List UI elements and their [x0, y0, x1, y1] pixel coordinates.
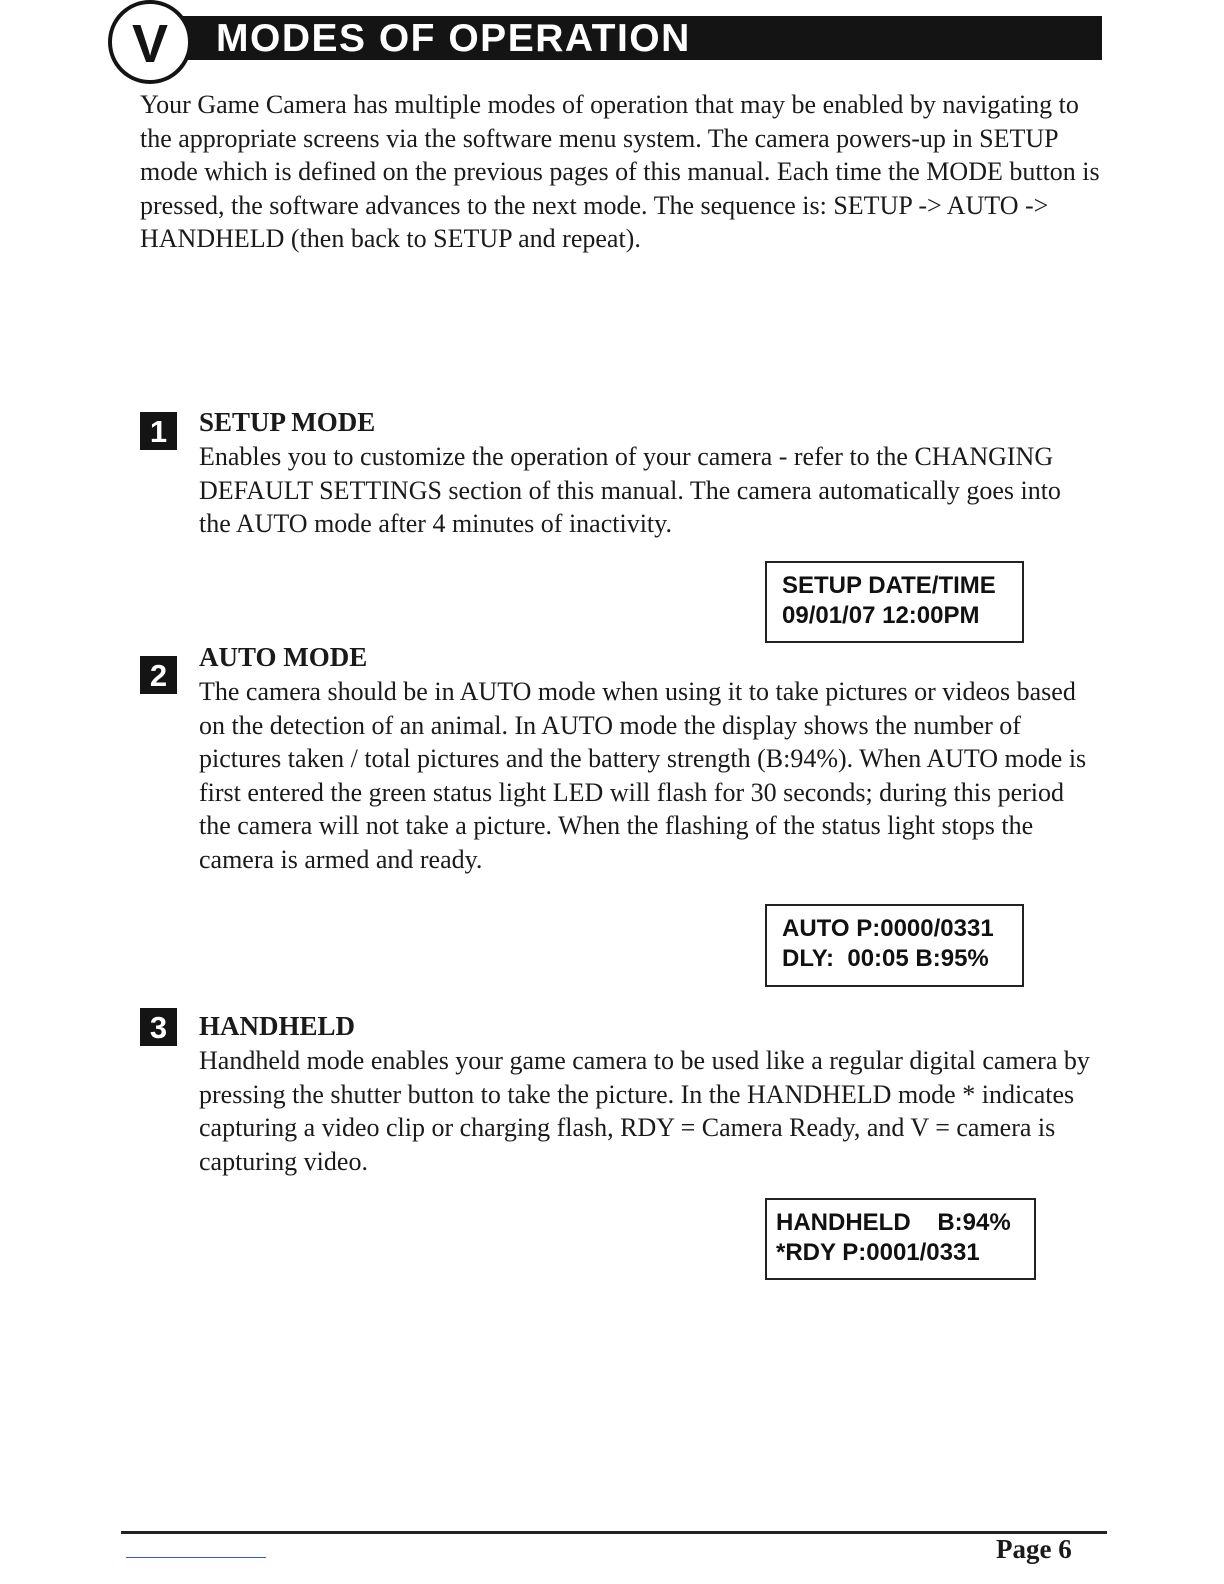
- section-title: MODES OF OPERATION: [216, 17, 691, 60]
- mode-title-setup: SETUP MODE: [199, 407, 376, 437]
- lcd-line: DLY: 00:05 B:95%: [782, 945, 989, 972]
- mode-title-auto: AUTO MODE: [199, 642, 368, 672]
- mode-title-handheld: HANDHELD: [199, 1011, 356, 1041]
- lcd-display-setup: [765, 561, 1024, 643]
- section-numeral-badge: [108, 0, 192, 84]
- lcd-display-handheld: [765, 1198, 1036, 1280]
- mode-body-auto: The camera should be in AUTO mode when using it to take pictures or videos based on the detection of an animal. In AUTO mode the display shows the number of pictures taken / total pictures and the battery strength (B:94%). When AUTO mode is first entered the green status light LED will flash for 30 seconds; during this period the camera will not take a picture. When the flashing of the status light stops the camera is armed and ready.: [199, 677, 1087, 874]
- mode-number-badge-2: 2: [140, 656, 177, 694]
- lcd-display-auto: [765, 904, 1024, 987]
- lcd-line: SETUP DATE/TIME: [782, 572, 996, 599]
- page-number: Page 6: [996, 1534, 1072, 1564]
- footer-link-underline: [126, 1557, 266, 1558]
- lcd-line: *RDY P:0001/0331: [776, 1239, 980, 1266]
- section-numeral: V: [131, 14, 169, 74]
- mode-body-handheld: Handheld mode enables your game camera to be used like a regular digital camera by pressing the shutter button to take the picture. In the HANDHELD mode * indicates capturing a video clip or charging flash, RDY = Camera Ready, and V = camera is capturing video.: [199, 1046, 1090, 1176]
- lcd-line: AUTO P:0000/0331: [782, 915, 994, 942]
- mode-body-setup: Enables you to customize the operation of your camera - refer to the CHANGING DEFAULT SETTINGS section of this manual. The camera automatically goes into the AUTO mode after 4 minutes of inactivity.: [199, 442, 1061, 539]
- lcd-line: 09/01/07 12:00PM: [782, 602, 980, 629]
- intro-paragraph: Your Game Camera has multiple modes of operation that may be enabled by navigating to the appropriate screens via the software menu system. The camera powers-up in SETUP mode which is defined on the previous pages of this manual. Each time the MODE button is pressed, the software advances to the next mode. The sequence is: SETUP -> AUTO -> HANDHELD (then back to SETUP and repeat).: [140, 90, 1100, 254]
- footer-divider: [121, 1531, 1107, 1534]
- mode-number-badge-1: 1: [140, 412, 177, 450]
- lcd-line: HANDHELD B:94%: [776, 1209, 1011, 1236]
- mode-number-badge-3: 3: [140, 1008, 177, 1046]
